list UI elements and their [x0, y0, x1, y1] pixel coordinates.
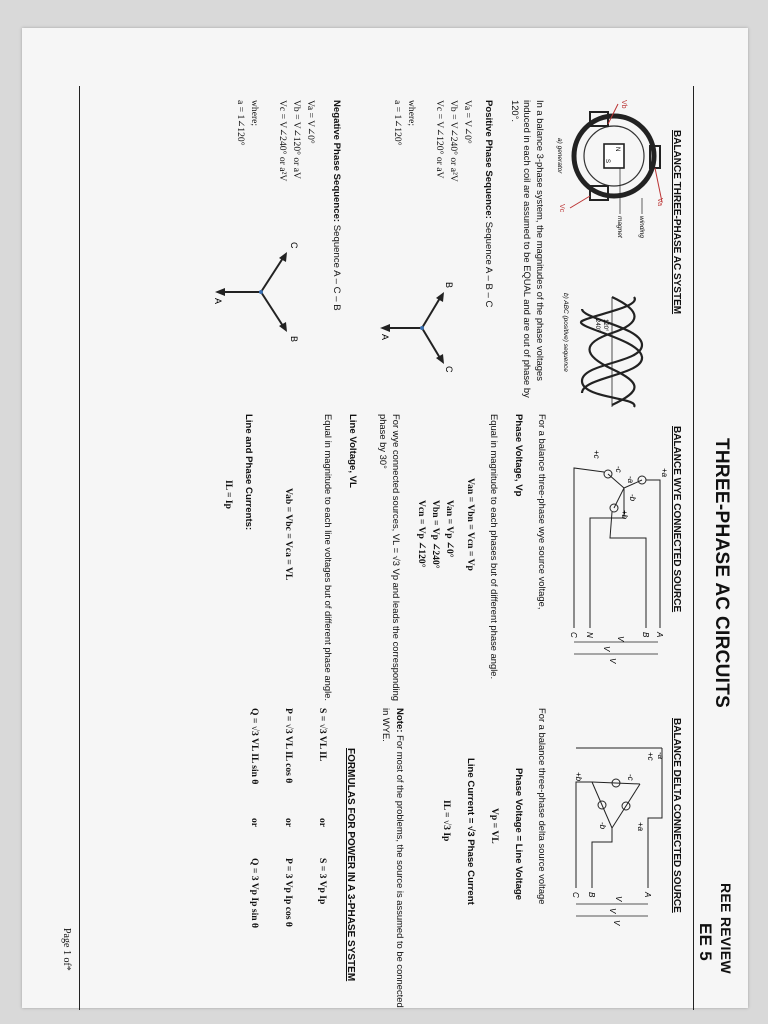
svg-text:Vb: Vb: [620, 100, 627, 109]
positive-sequence-line: [483, 100, 494, 307]
col1-heading: BALANCE THREE-PHASE AC SYSTEM: [671, 130, 682, 315]
rotated-sheet: [42, 68, 742, 1020]
svg-text:S: S: [604, 159, 610, 164]
power-q-right: Q = 3 Vp Ip sin θ: [249, 858, 260, 929]
note-text: For most of the problems, the source is assumed to be connected in WYE.: [381, 708, 406, 1008]
wye-neutral: N: [585, 632, 594, 638]
svg-text:Vc: Vc: [558, 204, 565, 213]
wye-minus-c: -c: [614, 466, 623, 473]
delta-line-a: A: [643, 892, 652, 898]
fig-a-caption: a) generator: [556, 138, 563, 174]
delta-plus-c: +c: [646, 752, 655, 761]
pos-eq-a: Va = V∠0°: [462, 100, 473, 144]
line-lead-text: For wye connected sources, VL = √3 Vp and leads the corresponding phase by 30°: [378, 414, 402, 701]
pos-phasor-b: B: [444, 282, 454, 289]
power-p-or: or: [283, 818, 294, 828]
pos-eq-b: Vb = V∠240° or a²V: [448, 100, 460, 182]
line-current-eq: IL = √3 Ip: [441, 800, 452, 842]
wye-line-b: B: [641, 632, 650, 638]
neg-where: where;: [249, 100, 261, 127]
eq-vbn: Vbn = Vp ∠240°: [430, 500, 442, 569]
phase-eq-label: Phase Voltage = Line Voltage: [513, 768, 524, 901]
line-voltage-label: Line Voltage, VL: [347, 414, 358, 488]
pos-phasor-c: C: [444, 366, 454, 373]
label-winding: winding: [638, 216, 645, 239]
svg-text:Va: Va: [656, 198, 663, 207]
fig-b-caption: b) ABC (positive) sequence: [562, 293, 569, 372]
footer-rule: [79, 86, 80, 1010]
generator-figure: [552, 98, 670, 288]
neg-a-def: a = 1∠120°: [235, 100, 247, 146]
eq-current: IL = Ip: [223, 480, 234, 509]
note-label: Note:: [394, 708, 405, 733]
col3-intro: For a balance three-phase delta source voltage: [537, 708, 548, 905]
delta-minus-a: -a: [656, 752, 665, 760]
line-current-label: Line Current = √3 Phase Current: [465, 758, 476, 905]
page-number: Page 1 of*: [61, 928, 72, 971]
wye-line-c: C: [569, 632, 578, 638]
neg-phasor-c: C: [289, 242, 299, 249]
pos-seq-label: Positive Phase Sequence:: [483, 100, 494, 219]
label-magnet: magnet: [616, 216, 623, 238]
phase-voltage-label: Phase Voltage, Vp: [513, 414, 524, 497]
delta-line-c: C: [571, 892, 580, 898]
course-label: EE 5: [696, 923, 715, 962]
pos-a-def: a = 1∠120°: [392, 100, 404, 146]
delta-v-ca: V: [612, 920, 621, 926]
power-s-or: or: [317, 818, 328, 828]
power-s-left: S = √3 VL IL: [317, 708, 328, 762]
power-row-q: [249, 708, 260, 1008]
eq-van: Van = Vp ∠0°: [444, 500, 455, 558]
wye-plus-c: +c: [592, 450, 601, 459]
delta-plus-b: +b: [574, 772, 583, 782]
delta-minus-c: -c: [626, 774, 635, 781]
col3-heading: BALANCE DELTA CONNECTED SOURCE: [671, 718, 682, 913]
negative-equations: [233, 100, 317, 181]
eq-vcn: Vcn = Vp ∠120°: [416, 500, 428, 568]
negative-sequence-line: [331, 100, 342, 311]
svg-text:N: N: [614, 147, 620, 152]
delta-line-b: B: [587, 892, 596, 898]
wye-v-ab: V: [616, 636, 625, 642]
eq-line-voltage: Vab = Vbc = Vca = VL: [283, 488, 294, 581]
power-q-or: or: [249, 818, 260, 828]
wye-v-ca: V: [608, 658, 617, 664]
phase-voltage-desc: Equal in magnitude to each phases but of different phase angle.: [489, 414, 500, 680]
positive-equations: [390, 100, 474, 182]
power-heading: FORMULAS FOR POWER IN A 3-PHASE SYSTEM: [345, 748, 356, 982]
power-row-p: [283, 708, 294, 1008]
wye-plus-b: +b: [620, 510, 629, 520]
col1-paragraph: In a balance 3-phase system, the magnitudes of the phase voltages induced in each coil are assumed to be EQUAL and are out of phase by 120°.: [509, 100, 546, 398]
note-block: [379, 708, 406, 1008]
wye-minus-a: -a: [626, 476, 635, 484]
delta-v-bc: V: [608, 908, 617, 914]
wye-plus-a: +a: [660, 468, 669, 478]
review-label: REE REVIEW: [718, 883, 734, 974]
currents-label: Line and Phase Currents:: [243, 414, 254, 531]
page-title: THREE-PHASE AC CIRCUITS: [711, 438, 732, 709]
negative-phasor-diagram: [207, 228, 317, 358]
power-s-right: S = 3 Vp Ip: [317, 858, 328, 905]
abc-waveform-figure: [560, 293, 652, 411]
wye-v-bc: V: [602, 646, 611, 652]
svg-text:240°: 240°: [594, 319, 600, 332]
neg-seq-value: Sequence A – C – B: [331, 224, 342, 311]
pos-where: where;: [406, 100, 418, 127]
wye-line-a: A: [655, 632, 664, 638]
neg-phasor-a: A: [213, 298, 223, 305]
neg-eq-b: Vb = V∠120° or aV: [291, 100, 303, 179]
neg-seq-label: Negative Phase Sequence:: [331, 100, 342, 223]
header-rule: [693, 86, 694, 1010]
wye-minus-b: -b: [628, 494, 637, 502]
eq-phase-list: [414, 500, 456, 569]
neg-eq-c: Vc = V∠240° or a²V: [277, 100, 289, 182]
power-row-s: [317, 708, 328, 1008]
delta-v-ab: V: [614, 896, 623, 902]
power-q-left: Q = √3 VL IL sin θ: [249, 708, 260, 785]
eq-phase-equal: Van = Vbn = Vcn = Vp: [465, 478, 476, 571]
power-p-left: P = √3 VL IL cos θ: [283, 708, 294, 784]
col2-heading: BALANCE WYE CONNECTED SOURCE: [671, 426, 682, 613]
neg-eq-a: Va = V∠0°: [305, 100, 316, 144]
phase-eq: Vp = VL: [489, 808, 500, 844]
delta-minus-b: -b: [598, 822, 607, 830]
col2-intro: For a balance three-phase wye source voltage,: [537, 414, 548, 610]
positive-phasor-diagram: [374, 268, 474, 388]
pos-phasor-a: A: [380, 334, 390, 341]
wye-source-diagram: [560, 428, 670, 678]
svg-text:120°: 120°: [602, 319, 608, 332]
pos-seq-value: Sequence A – B – C: [483, 221, 494, 308]
delta-plus-a: +a: [636, 822, 645, 832]
delta-source-diagram: [560, 718, 672, 958]
pos-eq-c: Vc = V∠120° or aV: [434, 100, 446, 179]
neg-phasor-b: B: [289, 336, 299, 343]
line-voltage-desc: Equal in magnitude to each line voltages but of different phase angle.: [323, 414, 334, 702]
power-p-right: P = 3 Vp Ip cos θ: [283, 858, 294, 927]
document-page: [22, 28, 748, 1008]
